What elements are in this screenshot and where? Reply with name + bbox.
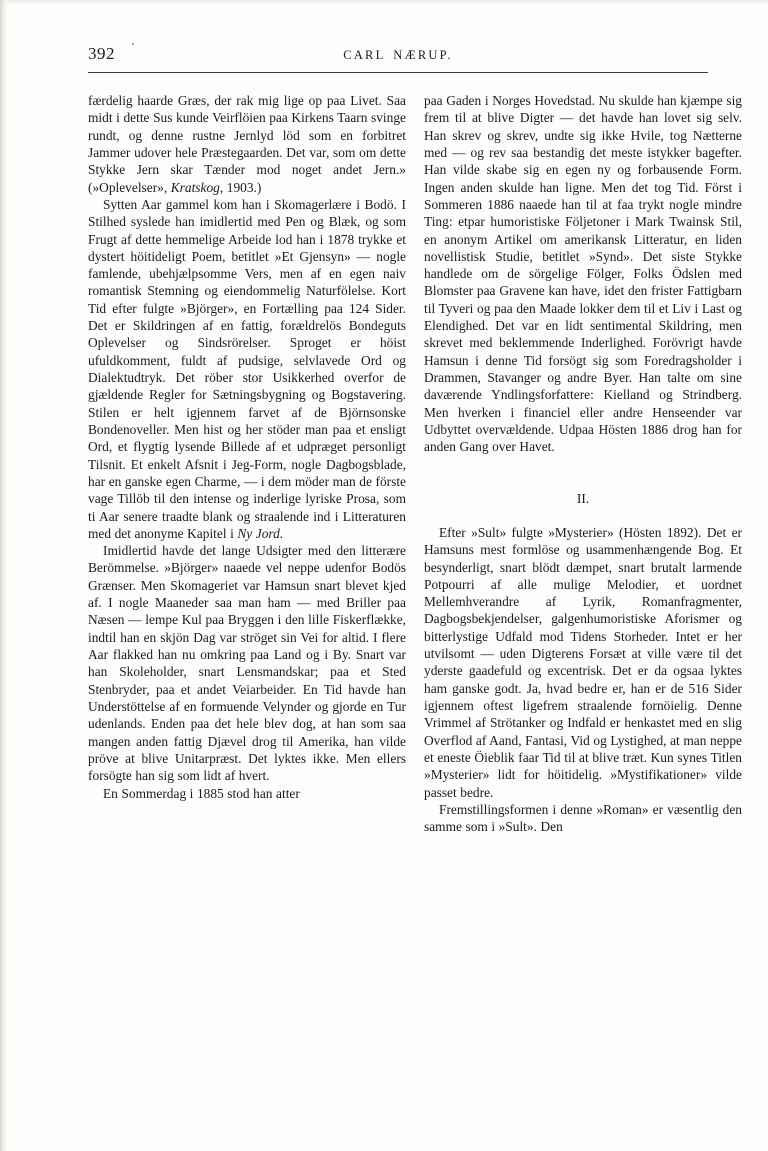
column-right — [424, 92, 742, 836]
text-run: Imidlertid havde det lange Udsigter med den litterære Berömmelse. »Björger» naaede vel neppe udenfor Bodös Grænser. Men Skomageriet var Hamsun snart blevet kjed af. I nogle Maaneder saa man ham — med Briller paa Næsen — lempe Kul paa Bryggen i den lille Fiskerflække, indtil han en skjön Dag var ströget sin Vei for altid. I flere Aar flakked han nu omkring paa Land og i By. Snart var han Skoleholder, snart Lensmandskar; paa et Sted Stenbryder, paa et andet Veiarbeider. En Tid havde han Understöttelse af en formuende Velynder og gjorde en Tur udenlands. Enden paa det hele blev dog, at han som saa mangen anden fattig Djævel drog til Amerika, han vilde pröve at blive Unitarpræst. Det lyktes ikke. Men ellers forsögte han sig som lidt af hvert. — [88, 543, 406, 784]
body-paragraph — [88, 785, 406, 802]
italic-title: Ny Jord. — [237, 525, 284, 541]
section-spacer-above — [424, 456, 742, 490]
page-number: 392 — [88, 44, 115, 63]
column-left — [88, 92, 406, 802]
body-paragraph — [424, 801, 742, 836]
text-run: Efter »Sult» fulgte »Mysterier» (Hösten 1892). Det er Hamsuns mest formlöse og usammenhængende Bog. Et besynderligt, snart blödt dæmpet, snart brutalt larmende Potpourri af alle mulige Melodier, et uordnet Mellemhverandre af Lyrik, Romanfragmenter, Dagbogsbekjendelser, galgenhumoristiske Aforismer og bitterlystige Udfald mod Tidens Storheder. Intet er her utvilsomt — uden Digterens Forsæt at ville være til det yderste gaadefuld og excentrisk. Det er da ogsaa lyktes ham ganske godt. Ja, hvad bedre er, han er de 516 Sider igjennem oftest ligefrem straalende fornöielig. Denne Vrimmel af Strötanker og Indfald er henkastet med en slig Overflod af Aand, Fantasi, Vid og Lystighed, at man neppe et eneste Öieblik faar Tid til at blive træt. Kun synes Titlen »Mysterier» lidt for höitidelig. »Mystifikationer» vilde passet bedre. — [424, 524, 742, 800]
scan-edge-top — [0, 0, 768, 4]
scan-speck — [132, 43, 134, 45]
header-rule — [88, 72, 708, 73]
italic-title: Kratskog — [170, 179, 220, 195]
scan-edge-left — [0, 0, 7, 1151]
text-run: En Sommerdag i 1885 stod han atter — [103, 785, 300, 801]
body-paragraph — [88, 92, 406, 196]
body-paragraph — [424, 524, 742, 801]
text-run: , 1903.) — [219, 179, 262, 195]
text-run: paa Gaden i Norges Hovedstad. Nu skulde han kjæmpe sig frem til at blive Digter — det havde han lovet sig selv. Han skrev og skrev, undte sig ikke Hvile, tog Nætterne med — og rev saa bestandig det meste istykker bagefter. Han vilde skabe sig en egen ny og forbausende Form. Ingen anden skulde han ligne. Men det tog Tid. Först i Sommeren 1886 naaede han til at faa trykt nogle mindre Ting: etpar humoristiske Följetoner i Mark Twainsk Stil, en anonym Artikel om amerikansk Litteratur, en liden novellistisk Studie, betitlet »Synd». Det siste Stykke handlede om de sörgelige Fölger, Folks Ödslen med Blomster paa Gravene kan have, idet den frister Fattigbarn til Tyveri og paa den Maade lokker dem til et Liv i Last og Elendighed. Det var en lidt sentimental Skildring, men skrevet med beklemmende Inderlighed. Forövrigt havde Hamsun i denne Tid forsögt sig som Foredragsholder i Drammen, Stavanger og andre Byer. Han talte om sine daværende Yndlingsforfattere: Kielland og Strindberg. Men hverken i financiel eller andre Henseender var Udbyttet overvældende. Udpaa Hösten 1886 drog han for anden Gang over Havet. — [424, 93, 742, 455]
text-run: færdelig haarde Græs, der rak mig lige op paa Livet. Saa midt i dette Sus kunde Veirflöien paa Kirkens Taarn svinge rundt, og denne rustne Jernlyd löd som en forbitret Jammer udover hele Præstegaarden. Det var, som om dette Stykke Jern skar Tænder mod noget andet Jern.» (»Oplevelser», — [88, 93, 406, 195]
running-head-title: CARL NÆRUP. — [343, 48, 453, 62]
section-number: II. — [576, 490, 590, 506]
text-run: Fremstillingsformen i denne »Roman» er væsentlig den samme som i »Sult». Den — [424, 801, 742, 835]
body-paragraph — [88, 196, 406, 542]
body-columns — [88, 92, 742, 1092]
body-paragraph — [88, 542, 406, 784]
section-spacer-below — [424, 507, 742, 524]
body-paragraph — [424, 92, 742, 456]
running-head — [88, 44, 708, 66]
text-run: Sytten Aar gammel kom han i Skomagerlære i Bodö. I Stilhed syslede han imidlertid med Pen og Blæk, og som Frugt af dette hemmelige Arbeide lod han i 1878 trykke et dystert höitideligt Poem, betitlet »Et Gjensyn» — nogle famlende, ubehjælpsomme Vers, men af en egen naiv romantisk Stemning og eiendommelig Naturfölelse. Kort Tid efter fulgte »Björger», en Fortælling paa 124 Sider. Det er Skildringen af en fattig, forældrelös Bondeguts Oplevelser og Sindsrörelser. Sproget er höist ufuldkomment, fuldt af pudsige, selvlavede Ord og Dialektudtryk. Det röber stor Usikkerhed overfor de gjældende Regler for Sætningsbygning og Bogstavering. Stilen er helt igjennem farvet af de Björnsonske Bondenoveller. Men hist og her stöder man paa et ensligt Ord, et flygtig lysende Billede af et udpræget personligt Tilsnit. Et enkelt Afsnit i Jeg-Form, nogle Dagbogsblade, har en ganske egen Charme, — i dem möder man de förste vage Tillöb til den intense og inderlige lyriske Prosa, som ti Aar senere traadte blank og straalende ind i Litteraturen med det anonyme Kapitel i — [88, 196, 406, 541]
